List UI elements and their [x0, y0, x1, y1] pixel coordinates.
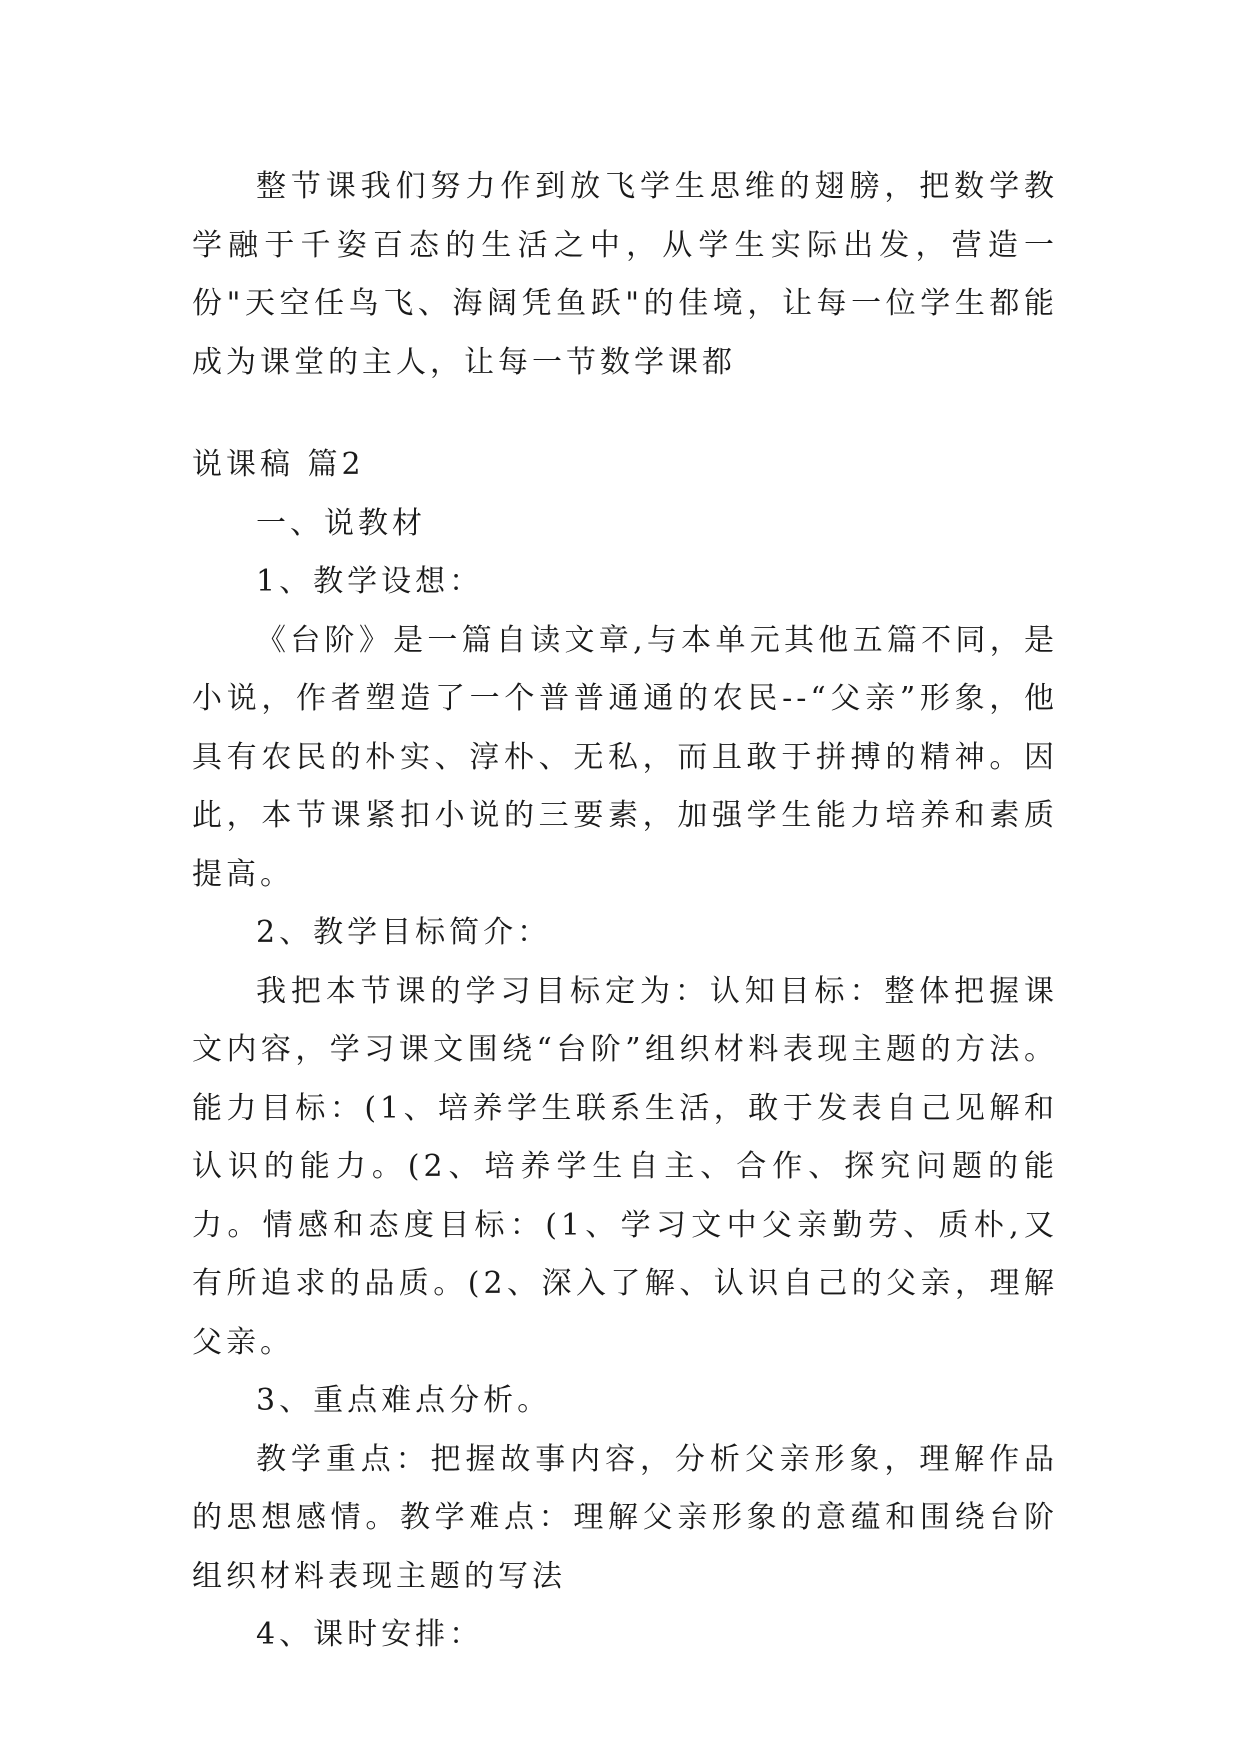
intro-paragraph: 整节课我们努力作到放飞学生思维的翅膀，把数学教学融于千姿百态的生活之中，从学生实际出发，营造一份"天空任鸟飞、海阔凭鱼跃"的佳境，让每一位学生都能成为课堂的主人，让每一节数学课都 [192, 169, 1058, 380]
heading-schedule: 4、课时安排： [256, 1617, 484, 1652]
section-title: 说课稿 篇2 [192, 447, 365, 482]
paragraph-key-points: 教学重点：把握故事内容，分析父亲形象，理解作品的思想感情。教学难点：理解父亲形象的意蕴和围绕台阶组织材料表现主题的写法 [192, 1441, 1058, 1594]
paragraph-teaching-design: 《台阶》是一篇自读文章,与本单元其他五篇不同，是小说，作者塑造了一个普普通通的农民--“父亲”形象，他具有农民的朴实、淳朴、无私，而且敢于拼搏的精神。因此，本节课紧扣小说的三要素，加强学生能力培养和素质提高。 [192, 622, 1058, 892]
heading-teaching-design: 1、教学设想： [256, 564, 484, 599]
paragraph-teaching-goals: 我把本节课的学习目标定为：认知目标：整体把握课文内容，学习课文围绕“台阶”组织材料表现主题的方法。能力目标：(1、培养学生联系生活，敢于发表自己见解和认识的能力。(2、培养学生自主、合作、探究问题的能力。情感和态度目标：(1、学习文中父亲勤劳、质朴,又有所追求的品质。(2、深入了解、认识自己的父亲，理解父亲。 [192, 973, 1058, 1360]
heading-key-points: 3、重点难点分析。 [256, 1383, 552, 1418]
document-body [192, 158, 1058, 1665]
heading-teaching-goals: 2、教学目标简介： [256, 915, 552, 950]
heading-materials: 一、说教材 [256, 505, 426, 541]
